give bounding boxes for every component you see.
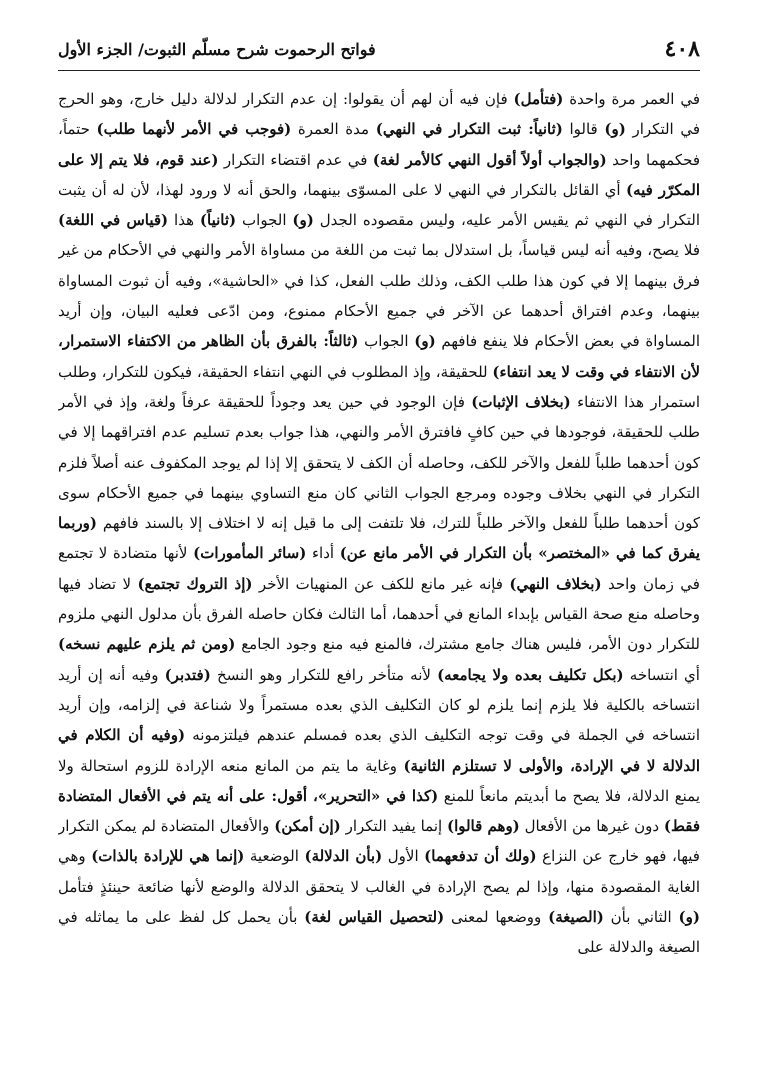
- matn-segment: (ولك أن تدفعهما): [424, 847, 537, 866]
- matn-segment: (و): [292, 211, 314, 230]
- commentary-segment: للحقيقة، وإذ المطلوب في النهي انتفاء الحقيقة، فيكون للتكرار، وطلب استمرار هذا الانتفاء: [58, 362, 700, 411]
- commentary-segment: إنما يفيد التكرار: [340, 817, 447, 836]
- running-title: فواتح الرحموت شرح مسلّم الثبوت/ الجزء الأول: [58, 39, 376, 59]
- matn-segment: (بخلاف النهي): [509, 574, 602, 593]
- matn-segment: (إنما هي للإرادة بالذات): [91, 847, 245, 866]
- commentary-segment: حتماً، فحكمهما واحد: [58, 120, 700, 169]
- commentary-segment: وفيه أنه إن أريد انتساخه بالكلية فلا يلزم إنما يلزم لو كان التكليف الذي بعده مستمراً ولا شناعة في إلزامه، وإن أريد انتساخه في الجملة في وقت توجه التكليف الذي بعده فمسلم عندهم فيلتزمونه: [58, 665, 700, 745]
- matn-segment: (ثانياً: ثبت التكرار في النهي): [375, 120, 563, 139]
- page-header: [58, 30, 700, 68]
- matn-segment: (سائر المأمورات): [193, 544, 307, 563]
- commentary-segment: والأفعال المتضادة لم يمكن التكرار فيها، فهو خارج عن النزاع: [58, 817, 700, 866]
- commentary-segment: أي انتساخه: [623, 665, 700, 684]
- commentary-segment: قالوا: [562, 120, 605, 139]
- commentary-segment: فإن الوجود في حين يعد وجوداً للحقيقة عرفاً ولغة، وإذ في الأمر طلب للحقيقة، فوجودها في حين كافٍ فافترق الأمر والنهي، هذا جواب بعدم تسليم عدم افتراقهما إلا في كون أحدهما طلباً للفعل والآخر للكف، وحاصله أن الكف لا يتحقق إلا إذا لم يوجد المكفوف عنه أصلاً فلزم التكرار في النهي بخلاف وجوده ومرجع الجواب الثاني كان منع التساوي بينهما في جميع الأحكام سوى كون أحدهما طلباً للفعل والآخر طلباً للترك، فلا تلتفت إلى ما قيل إنه لا اختلاف إلا بالسند فافهم: [58, 392, 700, 533]
- matn-segment: (و): [414, 332, 436, 351]
- commentary-segment: الأول: [382, 847, 425, 866]
- commentary-segment: لا تضاد فيها وحاصله منع صحة القياس بإبداء المانع في أحدهما، أما الثالث فكان حاصله الفرق بأن مدلول النهي ملزوم للتكرار دون الأمر، فليس هناك جامع مشترك، فالمنع فيه منع وجود الجامع: [58, 574, 700, 654]
- matn-segment: (ثانياً): [199, 211, 237, 230]
- matn-segment: (وهم قالوا): [446, 817, 520, 836]
- matn-segment: (بأن الدلالة): [304, 847, 383, 866]
- matn-segment: (و): [604, 120, 626, 139]
- commentary-segment: أي القائل بالتكرار في النهي لا على المسوّى بينهما، والحق أنه لا ورود لهذا، لأن له أن يثبت التكرار في النهي ثم يقيس الأمر عليه، وليس مقصوده الجدل: [58, 180, 700, 230]
- matn-segment: (لتحصيل القياس لغة): [304, 908, 445, 927]
- commentary-segment: وهي الغاية المقصودة منها، وإذا لم يصح الإرادة في الغالب لا يتحقق الدلالة والوضع لأنها ضائعة حينئذٍ فتأمل: [58, 847, 700, 896]
- commentary-segment: الجواب: [236, 211, 293, 230]
- commentary-segment: لأنه متأخر رافع للتكرار وهو النسخ: [210, 665, 438, 684]
- matn-segment: (قياس في اللغة): [58, 211, 169, 230]
- matn-segment: (وربما يفرق كما في «المختصر» بأن التكرار في الأمر مانع عن): [58, 514, 700, 563]
- matn-segment: (بخلاف الإثبات): [471, 392, 571, 411]
- matn-segment: (و): [678, 908, 700, 927]
- body-paragraph: [58, 84, 700, 963]
- page-number: ٤٠٨: [664, 36, 700, 62]
- matn-segment: (كذا في «التحرير»، أقول: على أنه يتم في الأفعال المتضادة فقط): [58, 786, 700, 836]
- commentary-segment: فإن فيه أن لهم أن يقولوا: إن عدم التكرار لدلالة دليل خارج، وهو الحرج في التكرار: [58, 90, 700, 139]
- commentary-segment: في العمر مرة واحدة: [563, 90, 700, 108]
- matn-segment: (بكل تكليف بعده ولا يجامعه): [437, 665, 624, 684]
- commentary-segment: مدة العمرة: [291, 120, 376, 139]
- matn-segment: (ثالثاً: بالفرق بأن الظاهر من الاكتفاء الاستمرار، لأن الانتفاء في وقت لا يعد انتفاء): [58, 332, 700, 381]
- matn-segment: (الصيغة): [548, 908, 604, 927]
- commentary-segment: الجواب: [358, 332, 415, 351]
- matn-segment: (عند قوم، فلا يتم إلا على المكرّر فيه): [58, 150, 700, 199]
- matn-segment: (إذ التروك تجتمع): [137, 574, 253, 593]
- commentary-segment: بأن يحمل كل لفظ على ما يماثله في الصيغة والدلالة على: [58, 908, 700, 957]
- matn-segment: (فوجب في الأمر لأنهما طلب): [96, 120, 292, 139]
- commentary-segment: في عدم اقتضاء التكرار: [218, 150, 373, 169]
- matn-segment: (وفيه أن الكلام في الدلالة لا في الإرادة، والأولى لا تستلزم الثانية): [58, 726, 700, 775]
- matn-segment: (والجواب أولاً أقول النهي كالأمر لغة): [372, 150, 607, 169]
- commentary-segment: فلا يصح، وفيه أنه ليس قياساً، بل استدلال بما ثبت من اللغة من مساواة الأمر والنهي في الأحكام من غير فرق بينهما إلا في كون هذا طلب الكف، وذلك طلب الفعل، كذا في «الحاشية»، وفيه أن ثبوت المساواة بينهما، وعدم افتراق أحدهما عن الآخر في جميع الأحكام ممنوع، ومن ادّعى فعليه البيان، وإن أريد المساواة في بعض الأحكام فلا ينفع فافهم: [58, 241, 700, 351]
- commentary-segment: وغاية ما يتم من المانع منعه الإرادة للزوم استحالة ولا يمنع الدلالة، فلا يصح ما أبديتم مانعاً للمنع: [58, 756, 700, 805]
- commentary-segment: أداء: [306, 544, 340, 563]
- header-rule: [58, 70, 700, 71]
- matn-segment: (فتأمل): [513, 90, 564, 108]
- commentary-segment: لأنها متضادة لا تجتمع في زمان واحد: [58, 544, 700, 593]
- matn-segment: (ومن ثم يلزم عليهم نسخه): [58, 635, 236, 654]
- commentary-segment: فإنه غير مانع للكف عن المنهيات الأخر: [252, 574, 510, 593]
- matn-segment: (فتدبر): [164, 665, 211, 684]
- commentary-segment: ووضعها لمعنى: [444, 908, 549, 927]
- matn-segment: (إن أمكن): [274, 817, 341, 836]
- commentary-body: [58, 84, 700, 1084]
- commentary-segment: الثاني بأن: [603, 908, 679, 927]
- commentary-segment: الوضعية: [244, 847, 305, 866]
- commentary-segment: هذا: [168, 211, 200, 230]
- commentary-segment: دون غيرها من الأفعال: [519, 817, 664, 836]
